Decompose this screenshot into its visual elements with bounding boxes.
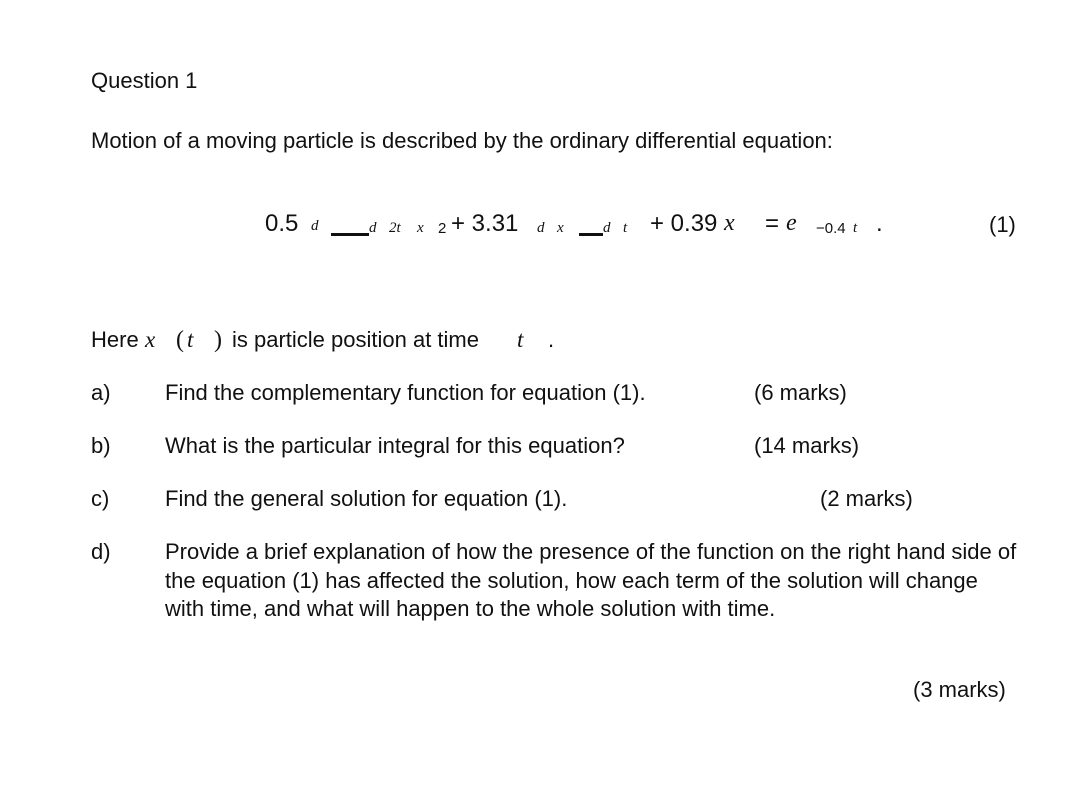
here-period: .: [548, 327, 555, 352]
here-middle: is particle position at time: [232, 327, 479, 352]
intro-text: Motion of a moving particle is described by the ordinary differential equation:: [91, 128, 833, 153]
eq-x-1: x: [417, 220, 424, 236]
eq-d-3: d: [537, 220, 545, 236]
question-text: Find the complementary function for equation (1).: [165, 380, 646, 405]
eq-fraction-bar-1: [331, 233, 369, 236]
question-text: Provide a brief explanation of how the presence of the function on the right hand side of the equation (1) has affected the solution, how each term of the solution will change with time, and what will happen to the whole solution with time.: [165, 539, 1017, 621]
eq-fraction-bar-2: [579, 233, 603, 236]
eq-plus-3.31: + 3.31: [451, 210, 519, 237]
question-letter: a): [91, 380, 111, 405]
here-x: x: [145, 327, 156, 352]
here-t2: t: [517, 327, 524, 352]
question-marks: (2 marks): [820, 486, 913, 511]
eq-d-1: d: [311, 218, 319, 234]
eq-x-2: x: [557, 220, 564, 236]
question-text: Find the general solution for equation (1).: [165, 486, 568, 511]
question-text: What is the particular integral for this equation?: [165, 433, 625, 458]
eq-e: e: [786, 210, 797, 236]
eq-x-3: x: [724, 210, 735, 236]
question-title: Question 1: [91, 68, 198, 93]
question-marks: (3 marks): [913, 677, 1006, 702]
eq-exponent: −0.4: [816, 220, 846, 237]
eq-period: .: [876, 210, 883, 237]
equation-number: (1): [989, 212, 1016, 237]
eq-t-1: t: [623, 220, 628, 236]
question-letter: b): [91, 433, 111, 458]
here-paren-close: ): [214, 327, 222, 353]
here-paren-open: (: [176, 327, 184, 353]
eq-d-den-2: d: [603, 220, 611, 236]
question-letter: d): [91, 539, 111, 564]
eq-sup-2: 2: [438, 220, 447, 237]
eq-d-den-1: d: [369, 220, 377, 236]
question-letter: c): [91, 486, 110, 511]
here-t: t: [187, 327, 194, 352]
here-prefix: Here: [91, 327, 139, 352]
question-marks: (6 marks): [754, 380, 847, 405]
eq-equals: =: [765, 210, 780, 237]
question-marks: (14 marks): [754, 433, 860, 458]
eq-plus-0.39: + 0.39: [650, 210, 718, 237]
eq-coef-0.5: 0.5: [265, 210, 299, 237]
eq-t-2: t: [853, 220, 858, 236]
eq-2t: 2t: [389, 220, 401, 236]
